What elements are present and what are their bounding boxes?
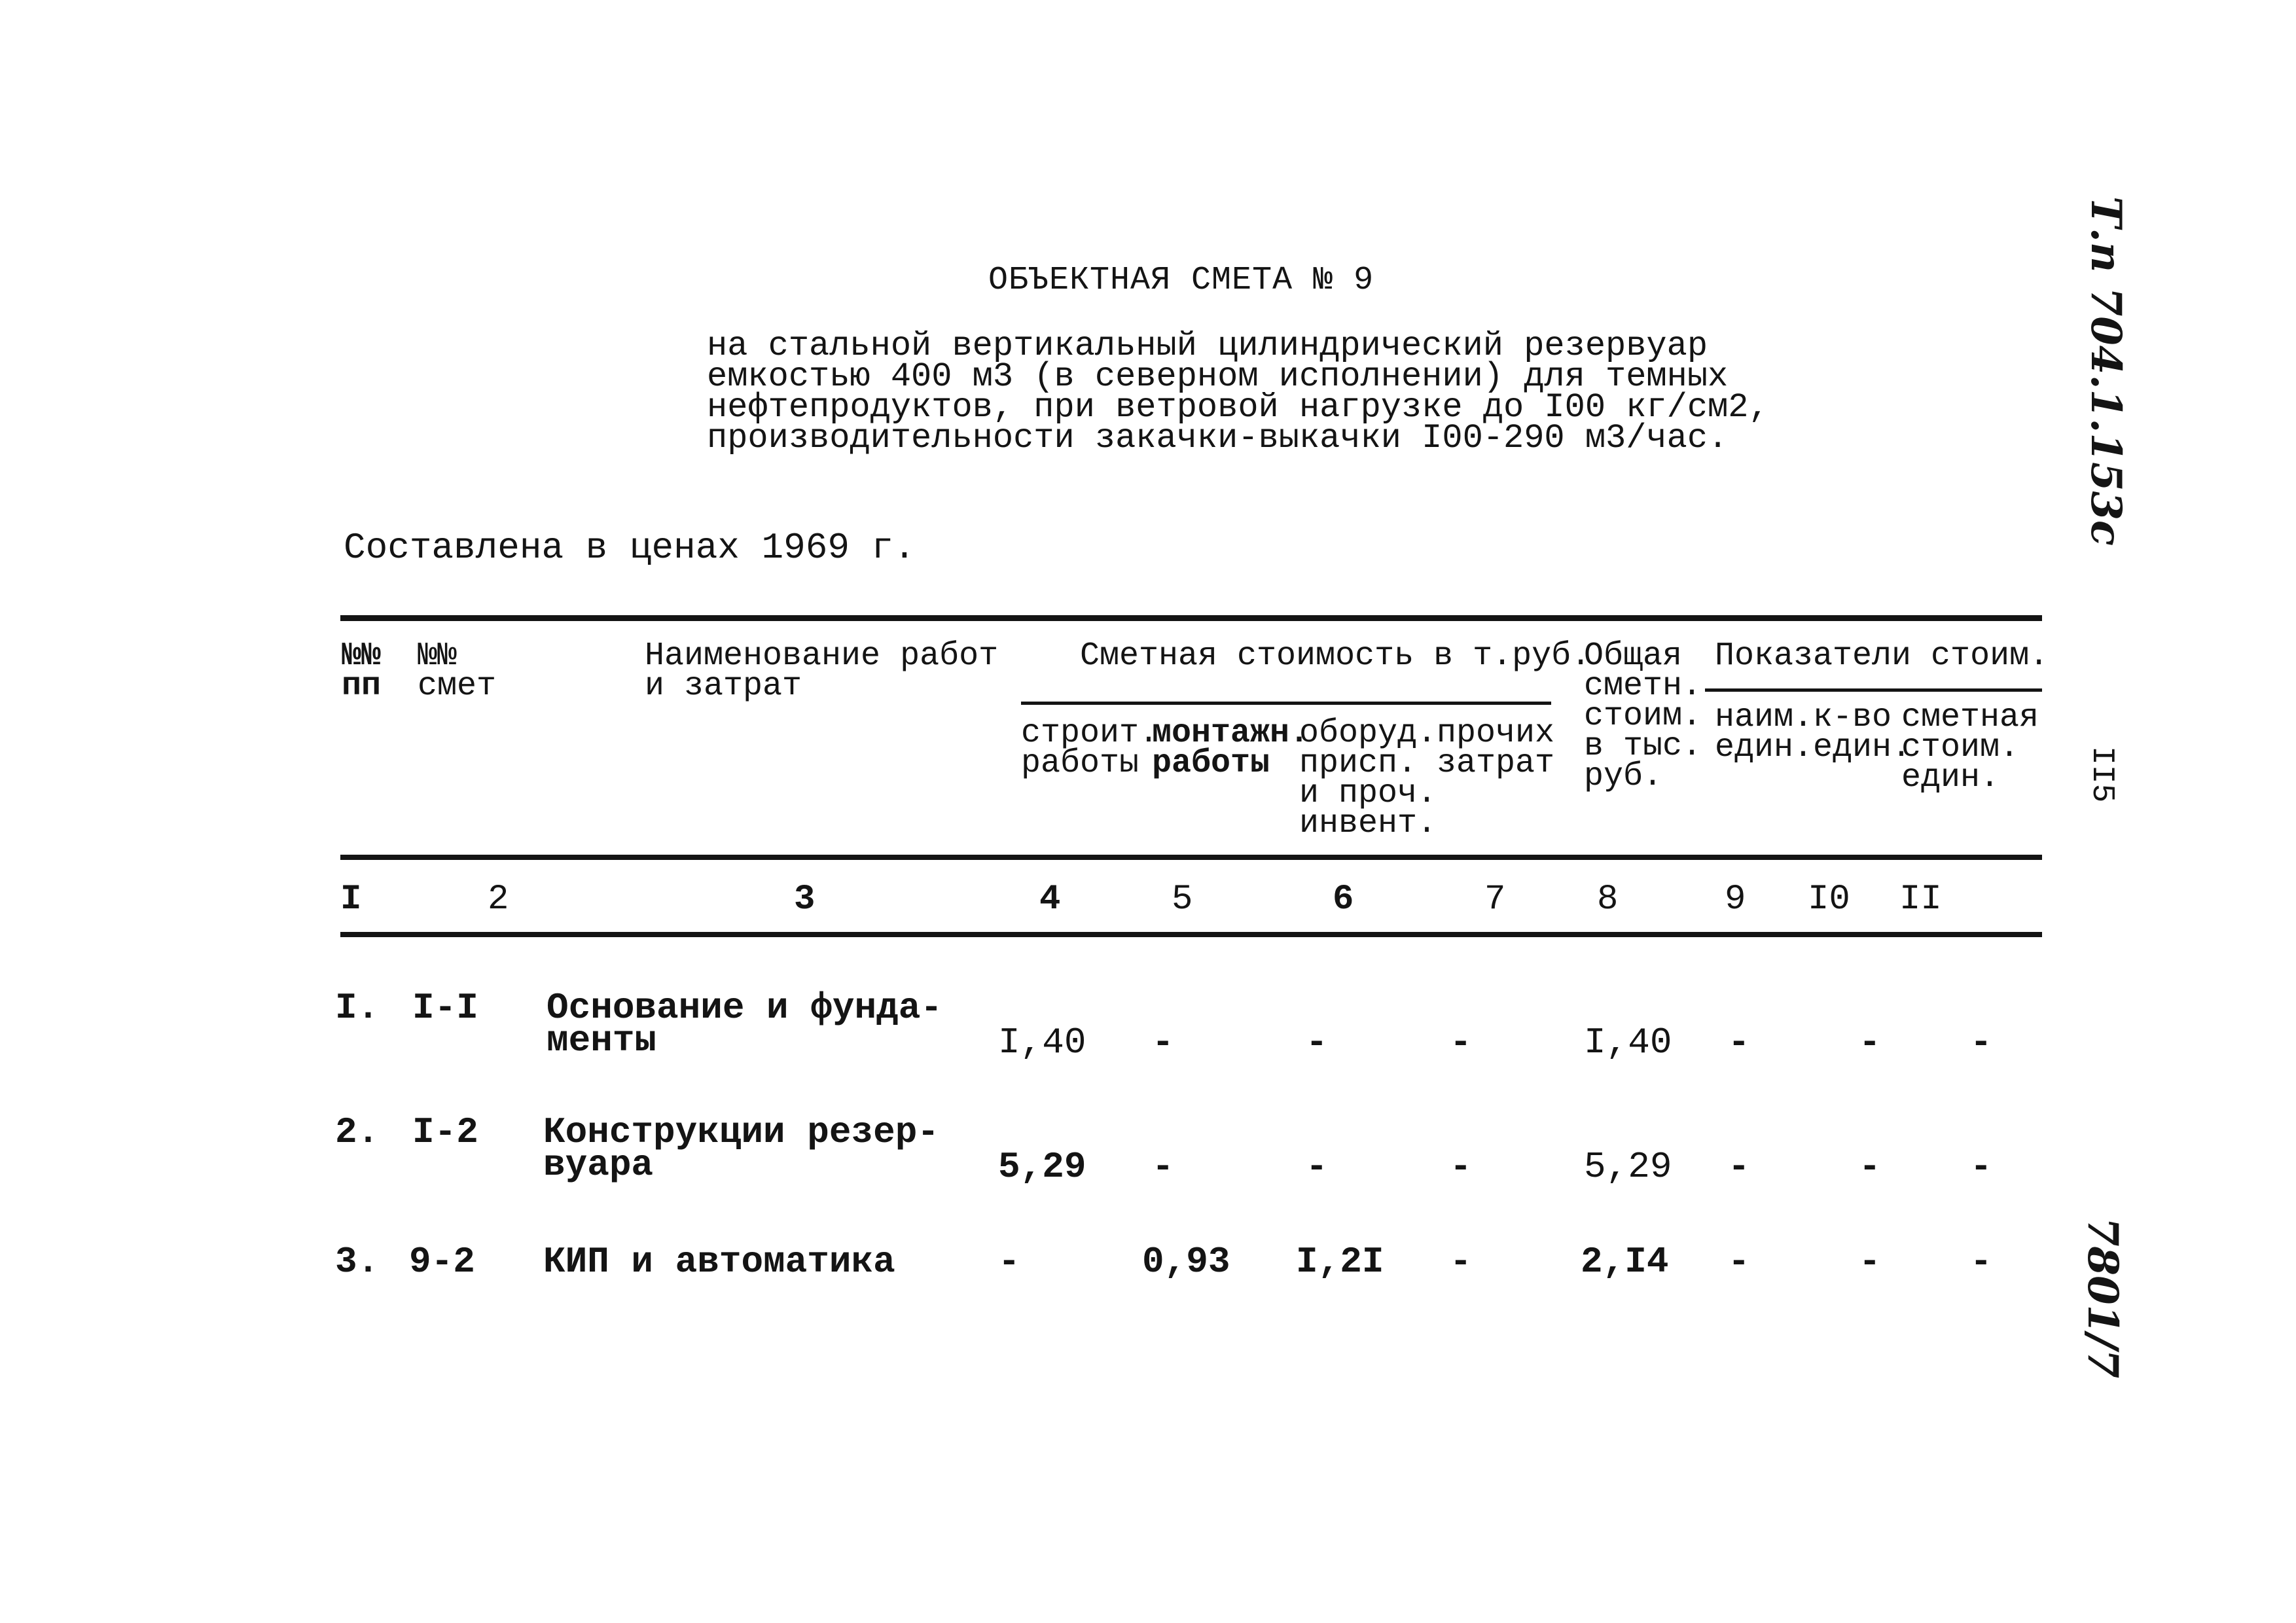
row-other: - bbox=[1450, 1241, 1472, 1283]
column-number-7: 7 bbox=[1484, 880, 1506, 919]
header-mount: монтажн. работы bbox=[1152, 715, 1310, 782]
header-unit: наим. един. bbox=[1715, 699, 1814, 766]
row-unit: - bbox=[1728, 1022, 1750, 1063]
column-number-5: 5 bbox=[1172, 880, 1193, 919]
row-name: Конструкции резер- вуара bbox=[543, 1111, 939, 1186]
row-smeta: I-2 bbox=[412, 1111, 478, 1153]
doc-code-handwritten: Т.п 704.1.153с bbox=[2081, 196, 2130, 546]
row-pp: I. bbox=[335, 987, 380, 1029]
column-number-8: 8 bbox=[1597, 880, 1619, 919]
row-total: I,40 bbox=[1584, 1022, 1672, 1063]
subtitle-line-2: емкостью 400 м3 (в северном исполнении) для темных bbox=[707, 357, 1729, 396]
column-number-1: I bbox=[340, 880, 362, 919]
row-qty: - bbox=[1859, 1022, 1881, 1063]
column-number-6: 6 bbox=[1333, 880, 1354, 919]
compiled-note: Составлена в ценах 1969 г. bbox=[344, 527, 916, 569]
row-other: - bbox=[1450, 1146, 1472, 1188]
row-pp: 3. bbox=[335, 1241, 380, 1283]
estimate-title: ОБЪЕКТНАЯ СМЕТА № 9 bbox=[988, 262, 1374, 299]
row-mount: 0,93 bbox=[1142, 1241, 1230, 1283]
row-name: КИП и автоматика bbox=[543, 1241, 895, 1283]
subtitle-line-3: нефтепродуктов, при ветровой нагрузке до I00 кг/см2, bbox=[707, 388, 1769, 427]
header-bottom-rule bbox=[340, 855, 2042, 860]
indicators-group-rule bbox=[1705, 688, 2042, 692]
row-unit-cost: - bbox=[1970, 1241, 1992, 1283]
subtitle-line-4: производительности закачки-выкачки I00-290 м3/час. bbox=[707, 419, 1729, 457]
row-qty: - bbox=[1859, 1146, 1881, 1188]
column-number-9: 9 bbox=[1725, 880, 1746, 919]
row-equip: - bbox=[1306, 1146, 1328, 1188]
row-smeta: 9-2 bbox=[409, 1241, 475, 1283]
row-unit: - bbox=[1728, 1241, 1750, 1283]
row-build: 5,29 bbox=[998, 1146, 1086, 1188]
row-build: - bbox=[998, 1241, 1020, 1283]
header-build: строит. работы bbox=[1021, 715, 1159, 782]
row-total: 5,29 bbox=[1584, 1146, 1672, 1188]
row-pp: 2. bbox=[335, 1111, 380, 1153]
table-top-rule bbox=[340, 615, 2042, 621]
header-smeta: №№ смет bbox=[418, 637, 497, 705]
row-qty: - bbox=[1859, 1241, 1881, 1283]
header-indicators-group: Показатели стоим. bbox=[1715, 637, 2049, 675]
column-number-3: 3 bbox=[794, 880, 816, 919]
header-total: Общая сметн. стоим. в тыс. руб. bbox=[1584, 637, 1702, 795]
page-number: II5 bbox=[2084, 746, 2119, 803]
row-total: 2,I4 bbox=[1581, 1241, 1669, 1283]
row-name: Основание и фунда- менты bbox=[547, 987, 942, 1061]
row-unit-cost: - bbox=[1970, 1146, 1992, 1188]
header-pp: №№ пп bbox=[342, 637, 382, 705]
subtitle-line-1: на стальной вертикальный цилиндрический резервуар bbox=[707, 327, 1708, 365]
row-build: I,40 bbox=[998, 1022, 1086, 1063]
row-unit-cost: - bbox=[1970, 1022, 1992, 1063]
row-smeta: I-I bbox=[412, 987, 478, 1029]
column-numbers-rule bbox=[340, 932, 2042, 937]
header-name: Наименование работ и затрат bbox=[645, 637, 999, 705]
column-number-11: II bbox=[1899, 880, 1942, 919]
row-unit: - bbox=[1728, 1146, 1750, 1188]
row-mount: - bbox=[1152, 1022, 1174, 1063]
header-other: прочих затрат bbox=[1437, 715, 1555, 782]
archive-number-handwritten: 7801/7 bbox=[2078, 1217, 2127, 1379]
row-equip: I,2I bbox=[1296, 1241, 1384, 1283]
column-number-2: 2 bbox=[488, 880, 509, 919]
column-number-10: I0 bbox=[1808, 880, 1850, 919]
header-equip: оборуд. присп. и проч. инвент. bbox=[1299, 715, 1437, 842]
cost-group-rule bbox=[1021, 702, 1551, 705]
header-cost-group: Сметная стоимость в т.руб. bbox=[1080, 637, 1591, 675]
row-mount: - bbox=[1152, 1146, 1174, 1188]
row-equip: - bbox=[1306, 1022, 1328, 1063]
header-unit-cost: сметная стоим. един. bbox=[1901, 699, 2039, 796]
header-qty: к-во един. bbox=[1813, 699, 1912, 766]
column-number-4: 4 bbox=[1039, 880, 1061, 919]
row-other: - bbox=[1450, 1022, 1472, 1063]
